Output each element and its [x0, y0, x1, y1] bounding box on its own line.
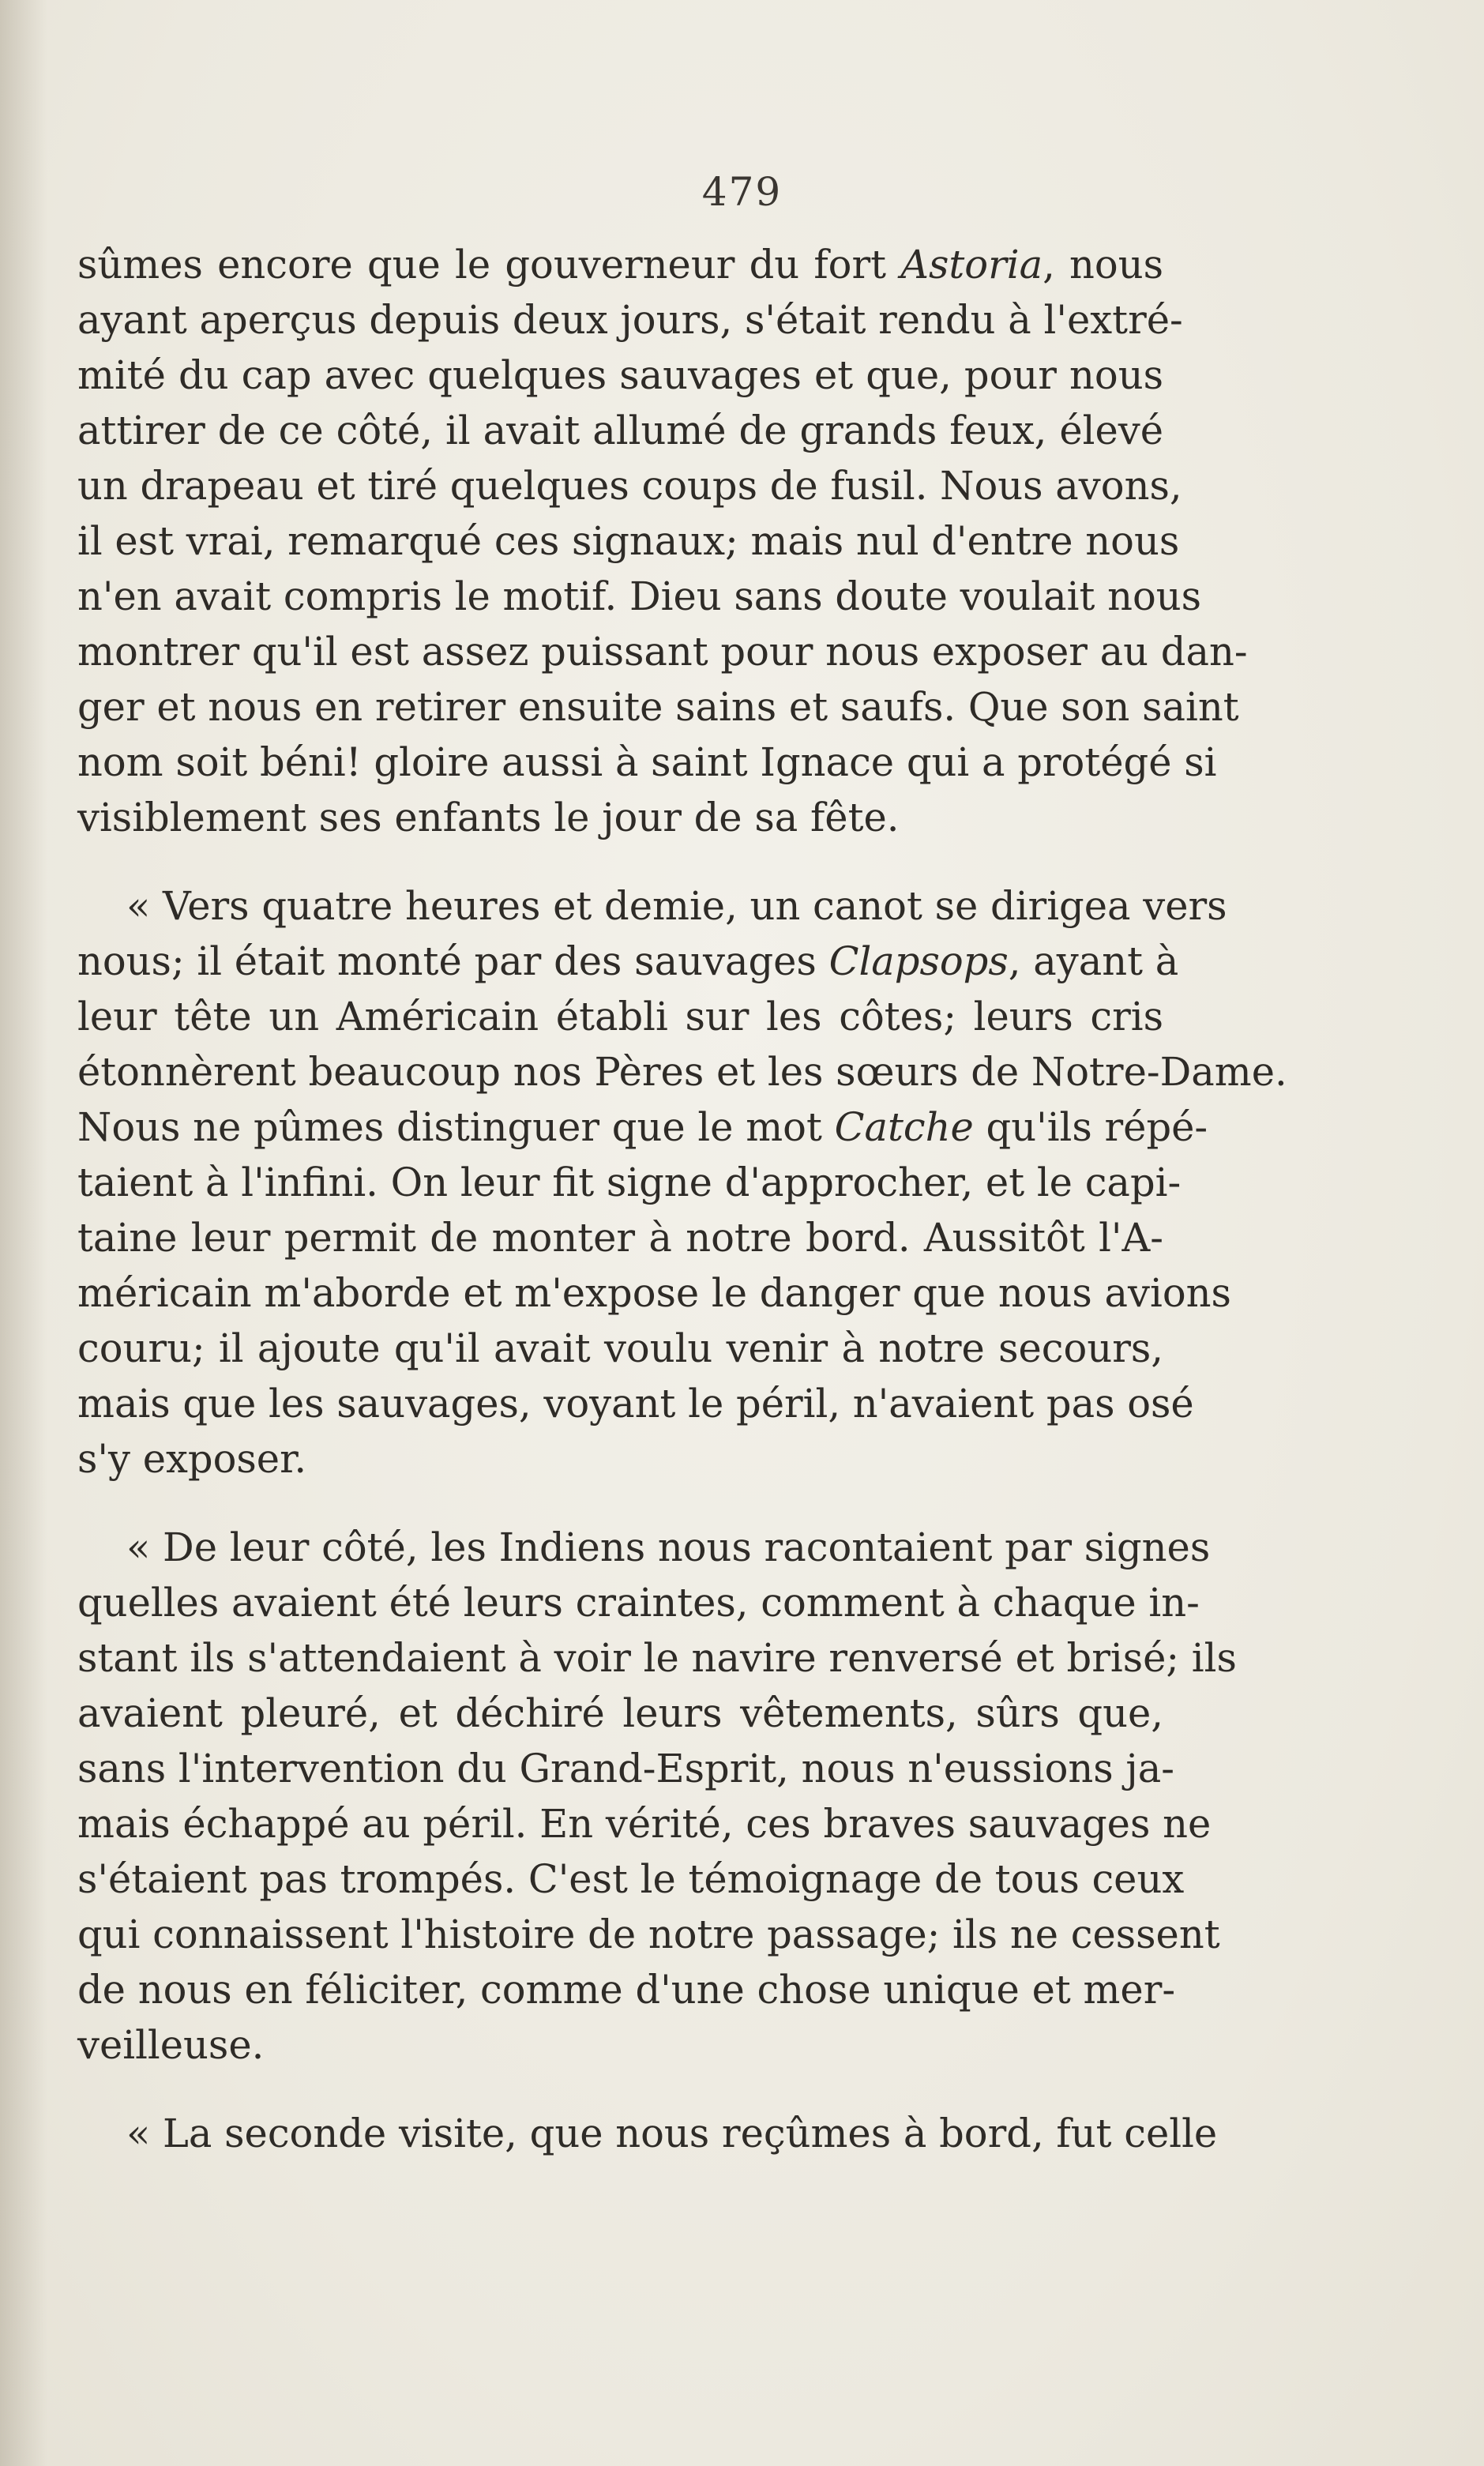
text-line: taine leur permit de monter à notre bord. Aussitôt l'A-	[77, 1215, 1163, 1261]
paragraph-gap	[77, 2073, 1163, 2106]
text-line: n'en avait compris le motif. Dieu sans doute voulait nous	[77, 573, 1202, 619]
italic-term: Clapsops	[828, 938, 1009, 984]
paragraph-4	[77, 2106, 1218, 2161]
text-line: taient à l'infini. On leur fit signe d'approcher, et le capi-	[77, 1160, 1182, 1205]
text-line: ger et nous en retirer ensuite sains et saufs. Que son saint	[77, 684, 1239, 730]
text-line: montrer qu'il est assez puissant pour nous exposer au dan-	[77, 629, 1248, 675]
text-line: couru; il ajoute qu'il avait voulu venir à notre secours,	[77, 1325, 1163, 1371]
text-line: stant ils s'attendaient à voir le navire renversé et brisé; ils	[77, 1635, 1237, 1681]
text-line: sans l'intervention du Grand-Esprit, nous n'eussions ja-	[77, 1746, 1174, 1791]
text-line: sûmes encore que le gouverneur du fort Astoria, nous	[77, 242, 1163, 288]
text-line: leur tête un Américain établi sur les côtes; leurs cris	[77, 994, 1163, 1039]
body-text	[77, 237, 1287, 2161]
text-line: avaient pleuré, et déchiré leurs vêtements, sûrs que,	[77, 1690, 1163, 1736]
text-line: « De leur côté, les Indiens nous racontaient par signes	[126, 1524, 1211, 1570]
text-line: nom soit béni! gloire aussi à saint Ignace qui a protégé si	[77, 739, 1217, 785]
text-line: attirer de ce côté, il avait allumé de grands feux, élevé	[77, 408, 1163, 453]
text-line: visiblement ses enfants le jour de sa fête.	[77, 795, 900, 840]
paragraph-2	[77, 878, 1287, 1487]
paragraph-1	[77, 237, 1248, 845]
page-fold-shadow	[0, 0, 47, 2466]
paragraph-gap	[77, 845, 1163, 878]
text-line: veilleuse.	[77, 2022, 265, 2068]
text-line: mais que les sauvages, voyant le péril, n'avaient pas osé	[77, 1381, 1194, 1427]
text-line: Nous ne pûmes distinguer que le mot Catche qu'ils répé-	[77, 1104, 1208, 1150]
page-number: 479	[701, 169, 783, 215]
text-line: mais échappé au péril. En vérité, ces braves sauvages ne	[77, 1801, 1212, 1847]
text-line: « La seconde visite, que nous reçûmes à bord, fut celle	[126, 2111, 1218, 2156]
text-line: de nous en féliciter, comme d'une chose unique et mer-	[77, 1967, 1176, 2013]
text-line: un drapeau et tiré quelques coups de fusil. Nous avons,	[77, 463, 1182, 509]
italic-term: Astoria	[900, 242, 1043, 288]
text-line: « Vers quatre heures et demie, un canot se dirigea vers	[126, 883, 1227, 929]
text-line: qui connaissent l'histoire de notre passage; ils ne cessent	[77, 1912, 1220, 1957]
text-line: il est vrai, remarqué ces signaux; mais nul d'entre nous	[77, 518, 1180, 564]
text-line: s'étaient pas trompés. C'est le témoignage de tous ceux	[77, 1856, 1185, 1902]
paragraph-gap	[77, 1487, 1163, 1520]
text-line: mité du cap avec quelques sauvages et que, pour nous	[77, 352, 1163, 398]
text-line: ayant aperçus depuis deux jours, s'était rendu à l'extré-	[77, 297, 1183, 343]
text-line: quelles avaient été leurs craintes, comment à chaque in-	[77, 1580, 1200, 1626]
text-line: étonnèrent beaucoup nos Pères et les sœurs de Notre-Dame.	[77, 1049, 1287, 1095]
text-line: nous; il était monté par des sauvages Clapsops, ayant à	[77, 938, 1179, 984]
paragraph-3	[77, 1520, 1237, 2073]
text-line: s'y exposer.	[77, 1436, 307, 1482]
italic-term: Catche	[834, 1104, 974, 1150]
text-line: méricain m'aborde et m'expose le danger que nous avions	[77, 1270, 1231, 1316]
